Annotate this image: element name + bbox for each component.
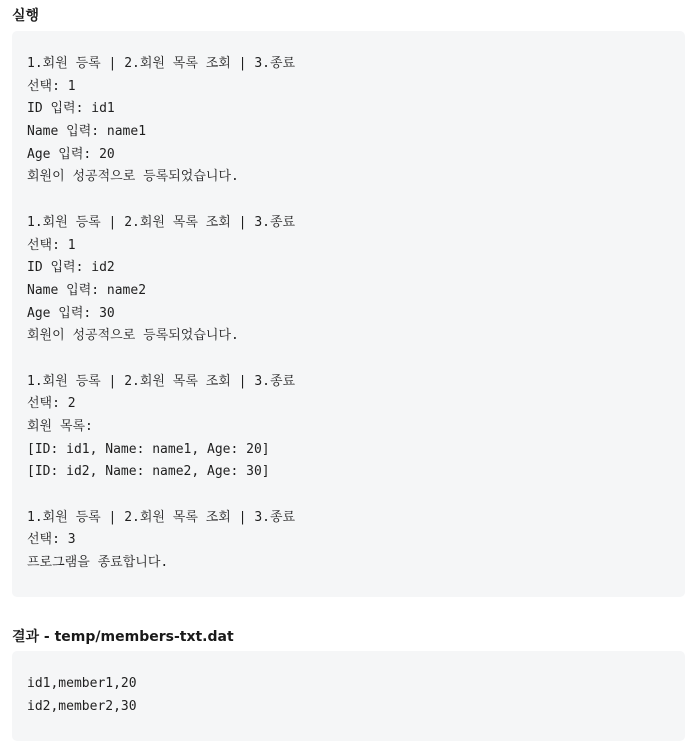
code-line: 회원이 성공적으로 등록되었습니다. xyxy=(27,328,239,344)
code-line: 1.회원 등록 | 2.회원 목록 조회 | 3.종료 xyxy=(27,373,296,389)
result-file-code-block xyxy=(12,651,685,741)
code-line: Name 입력: name2 xyxy=(27,282,147,298)
code-line: [ID: id1, Name: name1, Age: 20] xyxy=(27,441,270,457)
code-line: Age 입력: 20 xyxy=(27,146,115,162)
code-line: 선택: 1 xyxy=(27,78,76,94)
code-line: 선택: 1 xyxy=(27,237,76,253)
run-section-heading: 실행 xyxy=(12,8,40,24)
run-output-code-block xyxy=(12,31,685,597)
code-line: 1.회원 등록 | 2.회원 목록 조회 | 3.종료 xyxy=(27,56,296,71)
code-line: 회원 목록: xyxy=(27,419,93,434)
code-line: 선택: 3 xyxy=(27,532,76,548)
code-line xyxy=(27,484,685,507)
code-line: Name 입력: name1 xyxy=(27,124,147,140)
code-line xyxy=(27,348,685,371)
code-line xyxy=(27,189,685,212)
code-line: 1.회원 등록 | 2.회원 목록 조회 | 3.종료 xyxy=(27,509,296,525)
code-line: 회원이 성공적으로 등록되었습니다. xyxy=(27,169,239,185)
code-line: [ID: id2, Name: name2, Age: 30] xyxy=(27,464,270,480)
code-line: 프로그램을 종료합니다. xyxy=(27,555,169,571)
code-line: Age 입력: 30 xyxy=(27,305,115,321)
code-line: ID 입력: id2 xyxy=(27,260,115,276)
code-line: id1,member1,20 xyxy=(27,676,137,691)
code-line: 선택: 2 xyxy=(27,396,76,412)
code-line: ID 입력: id1 xyxy=(27,101,115,117)
code-line: id2,member2,30 xyxy=(27,698,137,714)
code-line: 1.회원 등록 | 2.회원 목록 조회 | 3.종료 xyxy=(27,214,296,230)
result-section-heading: 결과 - temp/members-txt.dat xyxy=(12,629,234,645)
